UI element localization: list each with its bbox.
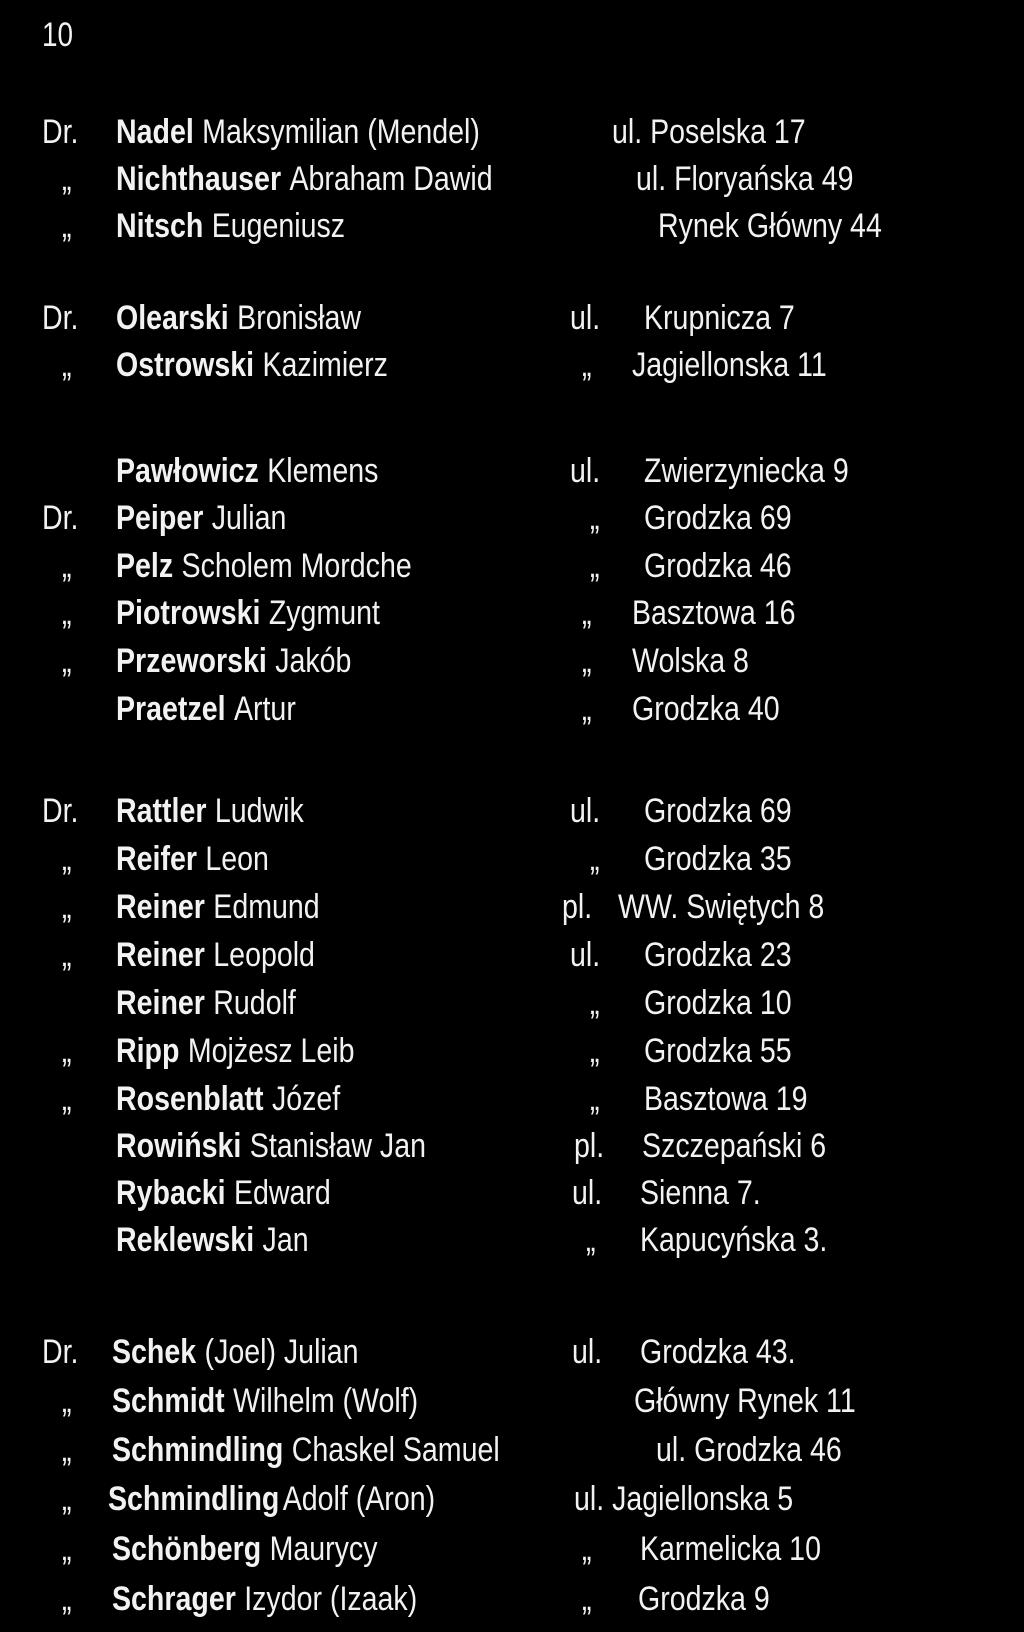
entry-surname: Piotrowski [116, 594, 261, 632]
entry-given-name: Adolf (Aron) [282, 1480, 436, 1518]
entry-street-type: „ [582, 346, 592, 384]
entry-given-name: (Joel) Julian [204, 1333, 359, 1371]
entry-street-type: „ [590, 1080, 600, 1118]
entry-street-type: ul. [572, 1174, 603, 1212]
entry-street-type: pl. [562, 888, 593, 926]
entry-name [116, 588, 380, 638]
entry-given-name: Artur [233, 690, 296, 728]
directory-entry [0, 1215, 1024, 1265]
entry-surname: Rybacki [116, 1174, 226, 1212]
entry-address: ul. Floryańska 49 [636, 160, 854, 198]
entry-prefix: „ [62, 160, 72, 198]
entry-street-type: ul. [570, 936, 601, 974]
entry-name [116, 154, 493, 204]
directory-entry [0, 978, 1024, 1028]
entry-street-type: „ [582, 690, 592, 728]
entry-street-type: pl. [574, 1127, 605, 1165]
entry-surname: Nitsch [116, 207, 204, 245]
entry-address: Grodzka 46 [644, 547, 792, 585]
entry-surname: Ripp [116, 1032, 180, 1070]
entry-prefix: Dr. [42, 113, 79, 151]
entry-name [116, 930, 315, 980]
directory-entry [0, 1327, 1024, 1377]
directory-entry [0, 201, 1024, 251]
directory-entry [0, 882, 1024, 932]
entry-prefix: „ [62, 1580, 72, 1618]
entry-address: Grodzka 23 [644, 936, 792, 974]
entry-surname: Schek [112, 1333, 197, 1371]
entry-address: ul. Poselska 17 [612, 113, 806, 151]
entry-address: Kapucyńska 3. [640, 1221, 828, 1259]
entry-street-type: ul. [570, 452, 601, 490]
entry-given-name: Abraham Dawid [289, 160, 493, 198]
entry-name [116, 1026, 355, 1076]
entry-surname: Reklewski [116, 1221, 255, 1259]
entry-prefix: „ [62, 1530, 72, 1568]
entry-street-type: ul. [572, 1333, 603, 1371]
entry-name [116, 340, 388, 390]
entry-address: Grodzka 10 [644, 984, 792, 1022]
entry-given-name: Julian [211, 499, 287, 537]
entry-given-name: Maksymilian (Mendel) [202, 113, 480, 151]
entry-surname: Reiner [116, 888, 205, 926]
entry-prefix: Dr. [42, 1333, 79, 1371]
entry-name [116, 446, 378, 496]
entry-address: Grodzka 9 [638, 1580, 770, 1618]
directory-entry [0, 786, 1024, 836]
entry-address: Wolska 8 [632, 642, 749, 680]
directory-entry [0, 541, 1024, 591]
entry-address: Grodzka 40 [632, 690, 780, 728]
entry-prefix: „ [62, 888, 72, 926]
entry-surname: Reiner [116, 984, 205, 1022]
entry-prefix: „ [62, 207, 72, 245]
entry-street-type: „ [582, 642, 592, 680]
entry-name [116, 636, 351, 686]
entry-name [112, 1425, 500, 1475]
entry-prefix: „ [62, 1480, 72, 1518]
entry-surname: Przeworski [116, 642, 267, 680]
entry-street-type: „ [582, 594, 592, 632]
entry-name [116, 493, 286, 543]
entry-name [116, 684, 296, 734]
entry-given-name: Wilhelm (Wolf) [233, 1382, 419, 1420]
entry-name [116, 834, 269, 884]
entry-address: Szczepański 6 [642, 1127, 827, 1165]
entry-prefix: Dr. [42, 792, 79, 830]
directory-entry [0, 684, 1024, 734]
entry-name [108, 1474, 435, 1524]
entry-street-type: „ [590, 547, 600, 585]
directory-entry [0, 1376, 1024, 1426]
entry-given-name: Kazimierz [262, 346, 388, 384]
entry-prefix: Dr. [42, 299, 79, 337]
entry-address: Zwierzyniecka 9 [644, 452, 849, 490]
directory-entry [0, 1474, 1024, 1524]
entry-address: Sienna 7. [640, 1174, 761, 1212]
entry-surname: Ostrowski [116, 346, 255, 384]
entry-name [116, 978, 296, 1028]
entry-given-name: Jakób [275, 642, 352, 680]
entry-name [116, 1215, 309, 1265]
entry-address: Grodzka 35 [644, 840, 792, 878]
entry-address: Grodzka 55 [644, 1032, 792, 1070]
entry-address: Główny Rynek 11 [634, 1382, 856, 1420]
directory-entry [0, 1026, 1024, 1076]
directory-entry [0, 1524, 1024, 1574]
directory-entry [0, 1121, 1024, 1171]
entry-street-type: „ [590, 984, 600, 1022]
entry-prefix: „ [62, 346, 72, 384]
entry-given-name: Ludwik [214, 792, 304, 830]
entry-address: ul. Jagiellonska 5 [574, 1480, 794, 1518]
entry-given-name: Eugeniusz [211, 207, 346, 245]
entry-given-name: Stanisław Jan [249, 1127, 426, 1165]
entry-address: Jagiellonska 11 [632, 346, 827, 384]
entry-street-type: „ [590, 840, 600, 878]
entry-address: Basztowa 19 [644, 1080, 808, 1118]
entry-given-name: Mojżesz Leib [187, 1032, 355, 1070]
entry-prefix: „ [62, 1032, 72, 1070]
entry-address: Basztowa 16 [632, 594, 796, 632]
entry-name [116, 786, 304, 836]
directory-entry [0, 340, 1024, 390]
entry-given-name: Izydor (Izaak) [244, 1580, 418, 1618]
entry-name [112, 1327, 359, 1377]
entry-given-name: Zygmunt [268, 594, 380, 632]
entry-name [116, 882, 320, 932]
entry-surname: Nichthauser [116, 160, 282, 198]
entry-prefix: „ [62, 1080, 72, 1118]
directory-entry [0, 1168, 1024, 1218]
entry-given-name: Józef [271, 1080, 341, 1118]
directory-entry [0, 636, 1024, 686]
directory-entry [0, 1074, 1024, 1124]
entry-street-type: „ [586, 1221, 596, 1259]
entry-address: WW. Swiętych 8 [618, 888, 825, 926]
entry-street-type: ul. [570, 792, 601, 830]
entry-given-name: Rudolf [213, 984, 296, 1022]
entry-surname: Schmindling [108, 1480, 280, 1518]
entry-given-name: Leon [205, 840, 269, 878]
entry-surname: Rowiński [116, 1127, 242, 1165]
directory-entry [0, 107, 1024, 157]
entry-name [112, 1524, 377, 1574]
entry-address: Karmelicka 10 [640, 1530, 821, 1568]
entry-prefix: „ [62, 594, 72, 632]
entry-name [116, 1168, 331, 1218]
entry-address: Rynek Główny 44 [658, 207, 882, 245]
entry-given-name: Bronisław [237, 299, 361, 337]
entry-given-name: Chaskel Samuel [291, 1431, 500, 1469]
directory-entry [0, 930, 1024, 980]
entry-surname: Schrager [112, 1580, 236, 1618]
directory-entry [0, 588, 1024, 638]
entry-surname: Rosenblatt [116, 1080, 264, 1118]
entry-surname: Olearski [116, 299, 229, 337]
directory-entry [0, 154, 1024, 204]
entry-surname: Pelz [116, 547, 174, 585]
directory-entry [0, 1574, 1024, 1624]
entry-surname: Schmidt [112, 1382, 225, 1420]
entry-surname: Reifer [116, 840, 197, 878]
entry-given-name: Jan [262, 1221, 309, 1259]
entry-name [112, 1574, 417, 1624]
entry-surname: Rattler [116, 792, 207, 830]
entry-address: Grodzka 69 [644, 499, 792, 537]
entry-surname: Peiper [116, 499, 204, 537]
entry-name [116, 541, 412, 591]
entry-surname: Pawłowicz [116, 452, 259, 490]
entry-name [116, 201, 345, 251]
entry-prefix: Dr. [42, 499, 79, 537]
entry-prefix: „ [62, 1382, 72, 1420]
directory-entry [0, 493, 1024, 543]
entry-surname: Reiner [116, 936, 205, 974]
entry-address: Krupnicza 7 [644, 299, 795, 337]
entry-prefix: „ [62, 642, 72, 680]
entry-street-type: ul. [570, 299, 601, 337]
entry-given-name: Scholem Mordche [181, 547, 412, 585]
entry-name [116, 1074, 340, 1124]
entry-given-name: Klemens [267, 452, 379, 490]
entry-prefix: „ [62, 547, 72, 585]
entry-given-name: Leopold [213, 936, 315, 974]
entry-address: Grodzka 43. [640, 1333, 796, 1371]
directory-entry [0, 1425, 1024, 1475]
entry-prefix: „ [62, 1431, 72, 1469]
entry-street-type: „ [582, 1530, 592, 1568]
entry-name [116, 1121, 426, 1171]
entry-given-name: Edward [233, 1174, 331, 1212]
entry-street-type: „ [582, 1580, 592, 1618]
directory-entry [0, 293, 1024, 343]
entry-prefix: „ [62, 840, 72, 878]
entry-surname: Schönberg [112, 1530, 262, 1568]
entry-address: ul. Grodzka 46 [656, 1431, 842, 1469]
page-number: 10 [42, 16, 74, 54]
directory-entry [0, 446, 1024, 496]
entry-surname: Nadel [116, 113, 194, 151]
entry-surname: Schmindling [112, 1431, 284, 1469]
entry-street-type: „ [590, 499, 600, 537]
entry-name [112, 1376, 418, 1426]
entry-prefix: „ [62, 936, 72, 974]
entry-name [116, 107, 480, 157]
entry-surname: Praetzel [116, 690, 226, 728]
directory-entry [0, 834, 1024, 884]
entry-given-name: Edmund [213, 888, 320, 926]
entry-address: Grodzka 69 [644, 792, 792, 830]
entry-given-name: Maurycy [269, 1530, 378, 1568]
entry-name [116, 293, 361, 343]
entry-street-type: „ [590, 1032, 600, 1070]
